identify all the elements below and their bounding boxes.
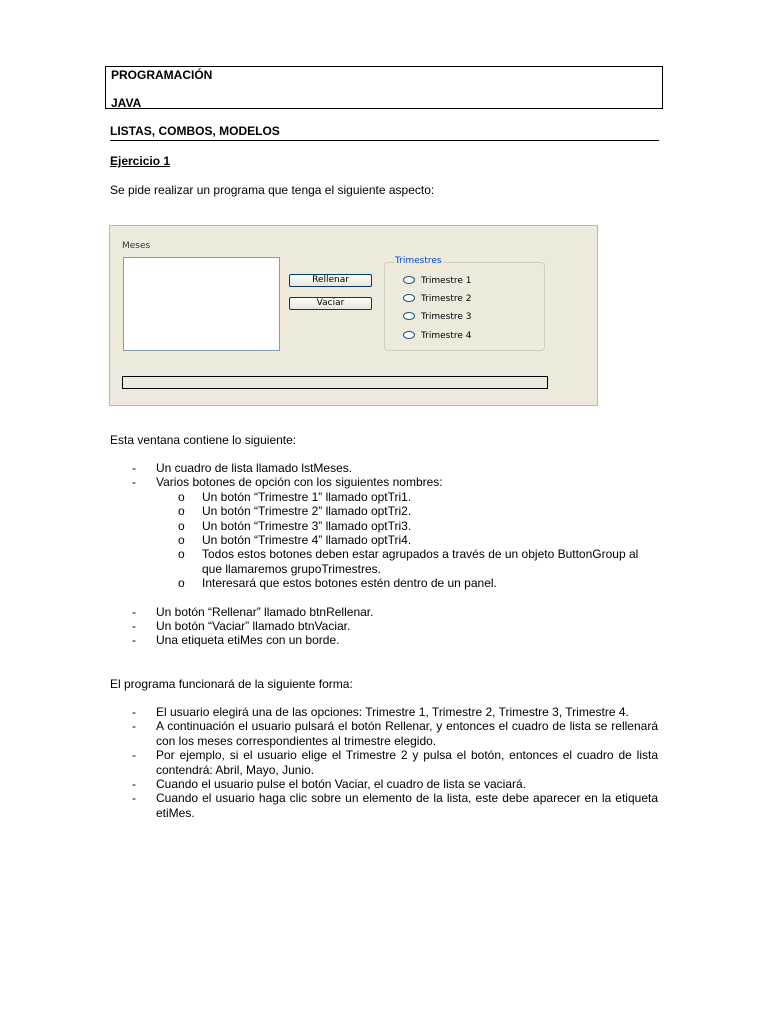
radio-circle-icon xyxy=(403,312,415,320)
eti-mes-label xyxy=(122,376,548,389)
header-box xyxy=(105,66,663,109)
intro-text: Se pide realizar un programa que tenga el siguiente aspecto: xyxy=(110,183,435,197)
works-title: El programa funcionará de la siguiente forma: xyxy=(110,677,353,691)
radio-label: Trimestre 1 xyxy=(421,276,472,286)
window-mockup xyxy=(109,225,598,406)
list-item: - Un botón “Rellenar” llamado btnRellenar. xyxy=(132,604,374,619)
radio-circle-icon xyxy=(403,294,415,302)
radio-trimestre-4[interactable] xyxy=(403,330,472,342)
trimestres-panel-title: Trimestres xyxy=(395,256,442,266)
radio-label: Trimestre 3 xyxy=(421,312,472,322)
contains-title: Esta ventana contiene lo siguiente: xyxy=(110,433,297,447)
radio-circle-icon xyxy=(403,276,415,284)
meses-list-box[interactable] xyxy=(123,257,280,351)
works-list xyxy=(110,705,658,820)
exercise-title: Ejercicio 1 xyxy=(110,154,171,168)
list-item: - Cuando el usuario pulse el botón Vaciar, el cuadro de lista se vaciará. xyxy=(132,777,527,792)
contains-list xyxy=(110,461,658,648)
list-item: - El usuario elegirá una de las opciones: Trimestre 1, Trimestre 2, Trimestre 3, Trimestre 4. xyxy=(132,705,629,719)
sub-list-item: o Un botón “Trimestre 1” llamado optTri1. xyxy=(178,489,412,504)
list-item: - Por ejemplo, si el usuario elige el Trimestre 2 y pulsa el botón, entonces el cuadro de lista contendrá: Abril, Mayo, Junio. xyxy=(132,748,658,777)
list-item: - Una etiqueta etiMes con un borde. xyxy=(132,633,340,648)
list-item: - A continuación el usuario pulsará el botón Rellenar, y entonces el cuadro de lista se rellenará con los meses correspondientes al trimestre elegido. xyxy=(132,719,658,748)
sub-list-item: o Interesará que estos botones estén dentro de un panel. xyxy=(178,576,497,591)
sub-list-item: o Todos estos botones deben estar agrupados a través de un objeto ButtonGroup al que llamaremos grupoTrimestres. xyxy=(178,547,639,576)
list-item: - Un cuadro de lista llamado lstMeses. xyxy=(132,461,353,475)
sub-list xyxy=(156,490,658,591)
vaciar-button[interactable]: Vaciar xyxy=(289,297,372,310)
list-item: - Un botón “Vaciar” llamado btnVaciar. xyxy=(132,619,351,634)
radio-trimestre-3[interactable] xyxy=(403,311,472,323)
radio-circle-icon xyxy=(403,331,415,339)
radio-trimestre-1[interactable] xyxy=(403,275,472,287)
header-line-java: JAVA xyxy=(111,96,142,110)
rellenar-button[interactable]: Rellenar xyxy=(289,274,372,287)
header-line-programacion: PROGRAMACIÓN xyxy=(111,68,213,82)
sub-list-item: o Un botón “Trimestre 3” llamado optTri3. xyxy=(178,518,412,533)
radio-label: Trimestre 4 xyxy=(421,331,472,341)
meses-label: Meses xyxy=(122,241,151,251)
list-item: - Cuando el usuario haga clic sobre un elemento de la lista, este debe aparecer en la etiqueta etiMes. xyxy=(132,791,658,820)
trimestres-panel xyxy=(384,256,545,351)
radio-label: Trimestre 2 xyxy=(421,294,472,304)
section-title: LISTAS, COMBOS, MODELOS xyxy=(110,124,659,141)
list-item: - Varios botones de opción con los siguientes nombres: o Un botón “Trimestre 1” llamado optTri1. o Un botón “Trimestre 2” llamado optTri2. o Un botón “Trimestre 3” llamado optTri3. o Un botón “Trimestre 4” llamado optTri4. o Todos estos botones deben estar agrupados a través de un objeto ButtonGroup al que llamaremos grupoTrimestres. o Interesará que estos botones estén dentro de un panel. xyxy=(110,475,658,590)
radio-trimestre-2[interactable] xyxy=(403,293,472,305)
sub-list-item: o Un botón “Trimestre 2” llamado optTri2. xyxy=(178,504,412,519)
sub-list-item: o Un botón “Trimestre 4” llamado optTri4. xyxy=(178,533,412,548)
